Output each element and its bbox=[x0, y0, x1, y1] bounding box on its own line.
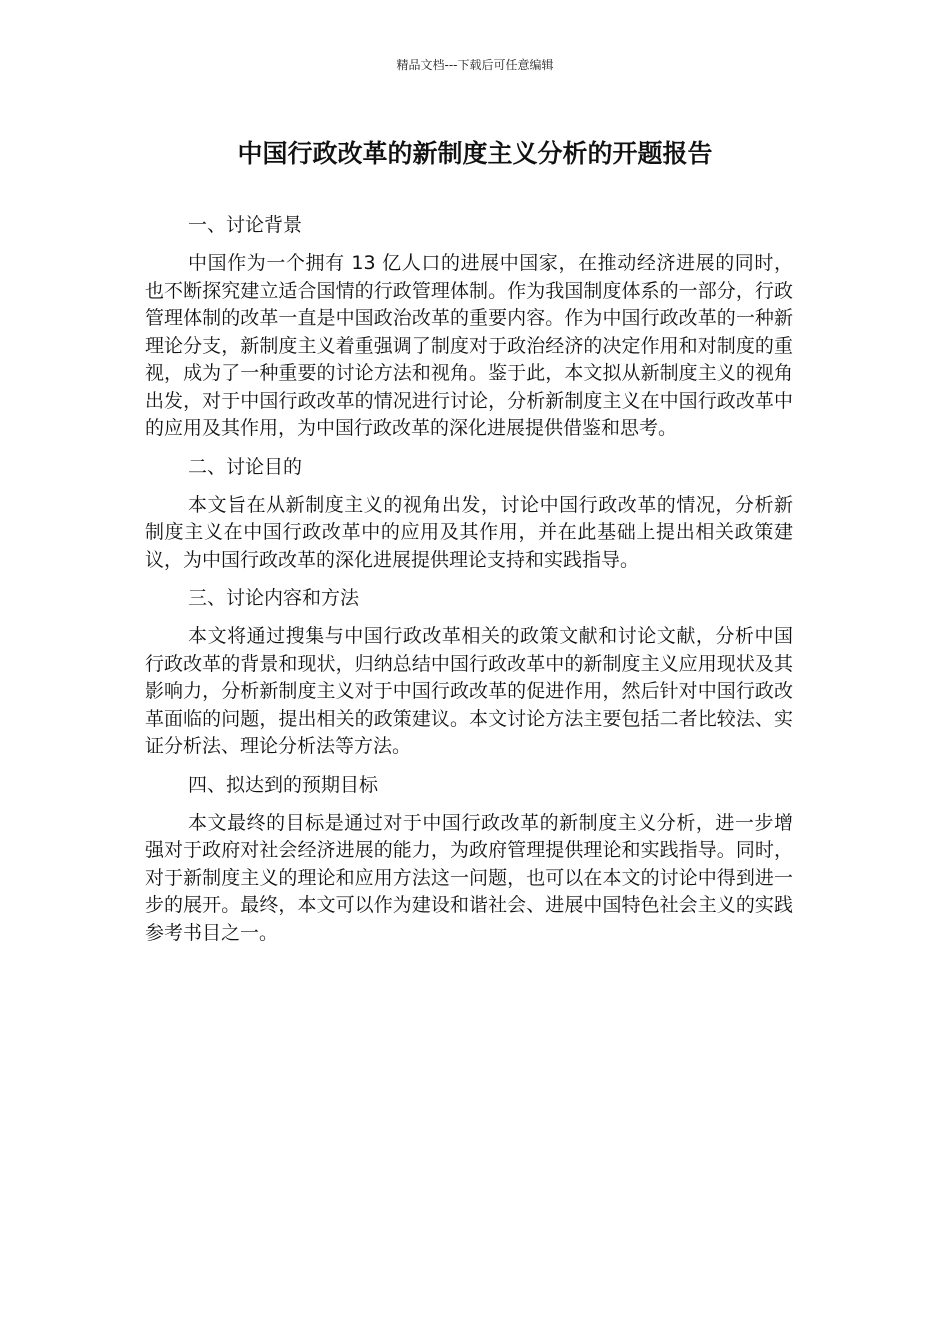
section-heading-background: 一、讨论背景 bbox=[188, 214, 303, 236]
header-note: 精品文档---下载后可任意编辑 bbox=[396, 58, 554, 72]
section-body-content-method: 本文将通过搜集与中国行政改革相关的政策文献和讨论文献，分析中国行政改革的背景和现状，归纳总结中国行政改革中的新制度主义应用现状及其影响力，分析新制度主义对于中国行政改革的促进作用，然后针对中国行政改革面临的问题，提出相关的政策建议。本文讨论方法主要包括二者比较法、实证分析法、理论分析法等方法。 bbox=[145, 625, 793, 757]
section-body-expected-goals: 本文最终的目标是通过对于中国行政改革的新制度主义分析，进一步增强对于政府对社会经济进展的能力，为政府管理提供理论和实践指导。同时，对于新制度主义的理论和应用方法这一问题，也可以在本文的讨论中得到进一步的展开。最终，本文可以作为建设和谐社会、进展中国特色社会主义的实践参考书目之一。 bbox=[145, 811, 793, 944]
document-body bbox=[145, 212, 793, 958]
section-heading-content-method: 三、讨论内容和方法 bbox=[188, 587, 360, 609]
section-heading-expected-goals: 四、拟达到的预期目标 bbox=[188, 773, 379, 796]
page-title: 中国行政改革的新制度主义分析的开题报告 bbox=[237, 139, 713, 168]
section-body-purpose: 本文旨在从新制度主义的视角出发，讨论中国行政改革的情况，分析新制度主义在中国行政改革中的应用及其作用，并在此基础上提出相关政策建议，为中国行政改革的深化进展提供理论支持和实践指导。 bbox=[145, 493, 793, 571]
section-heading-purpose: 二、讨论目的 bbox=[188, 455, 303, 478]
section-body-background: 中国作为一个拥有 13 亿人口的进展中国家，在推动经济进展的同时，也不断探究建立适合国情的行政管理体制。作为我国制度体系的一部分，行政管理体制的改革一直是中国政治改革的重要内容。作为中国行政改革的一种新理论分支，新制度主义着重强调了制度对于政治经济的决定作用和对制度的重视，成为了一种重要的讨论方法和视角。鉴于此，本文拟从新制度主义的视角出发，对于中国行政改革的情况进行讨论，分析新制度主义在中国行政改革中的应用及其作用，为中国行政改革的深化进展提供借鉴和思考。 bbox=[145, 252, 793, 439]
